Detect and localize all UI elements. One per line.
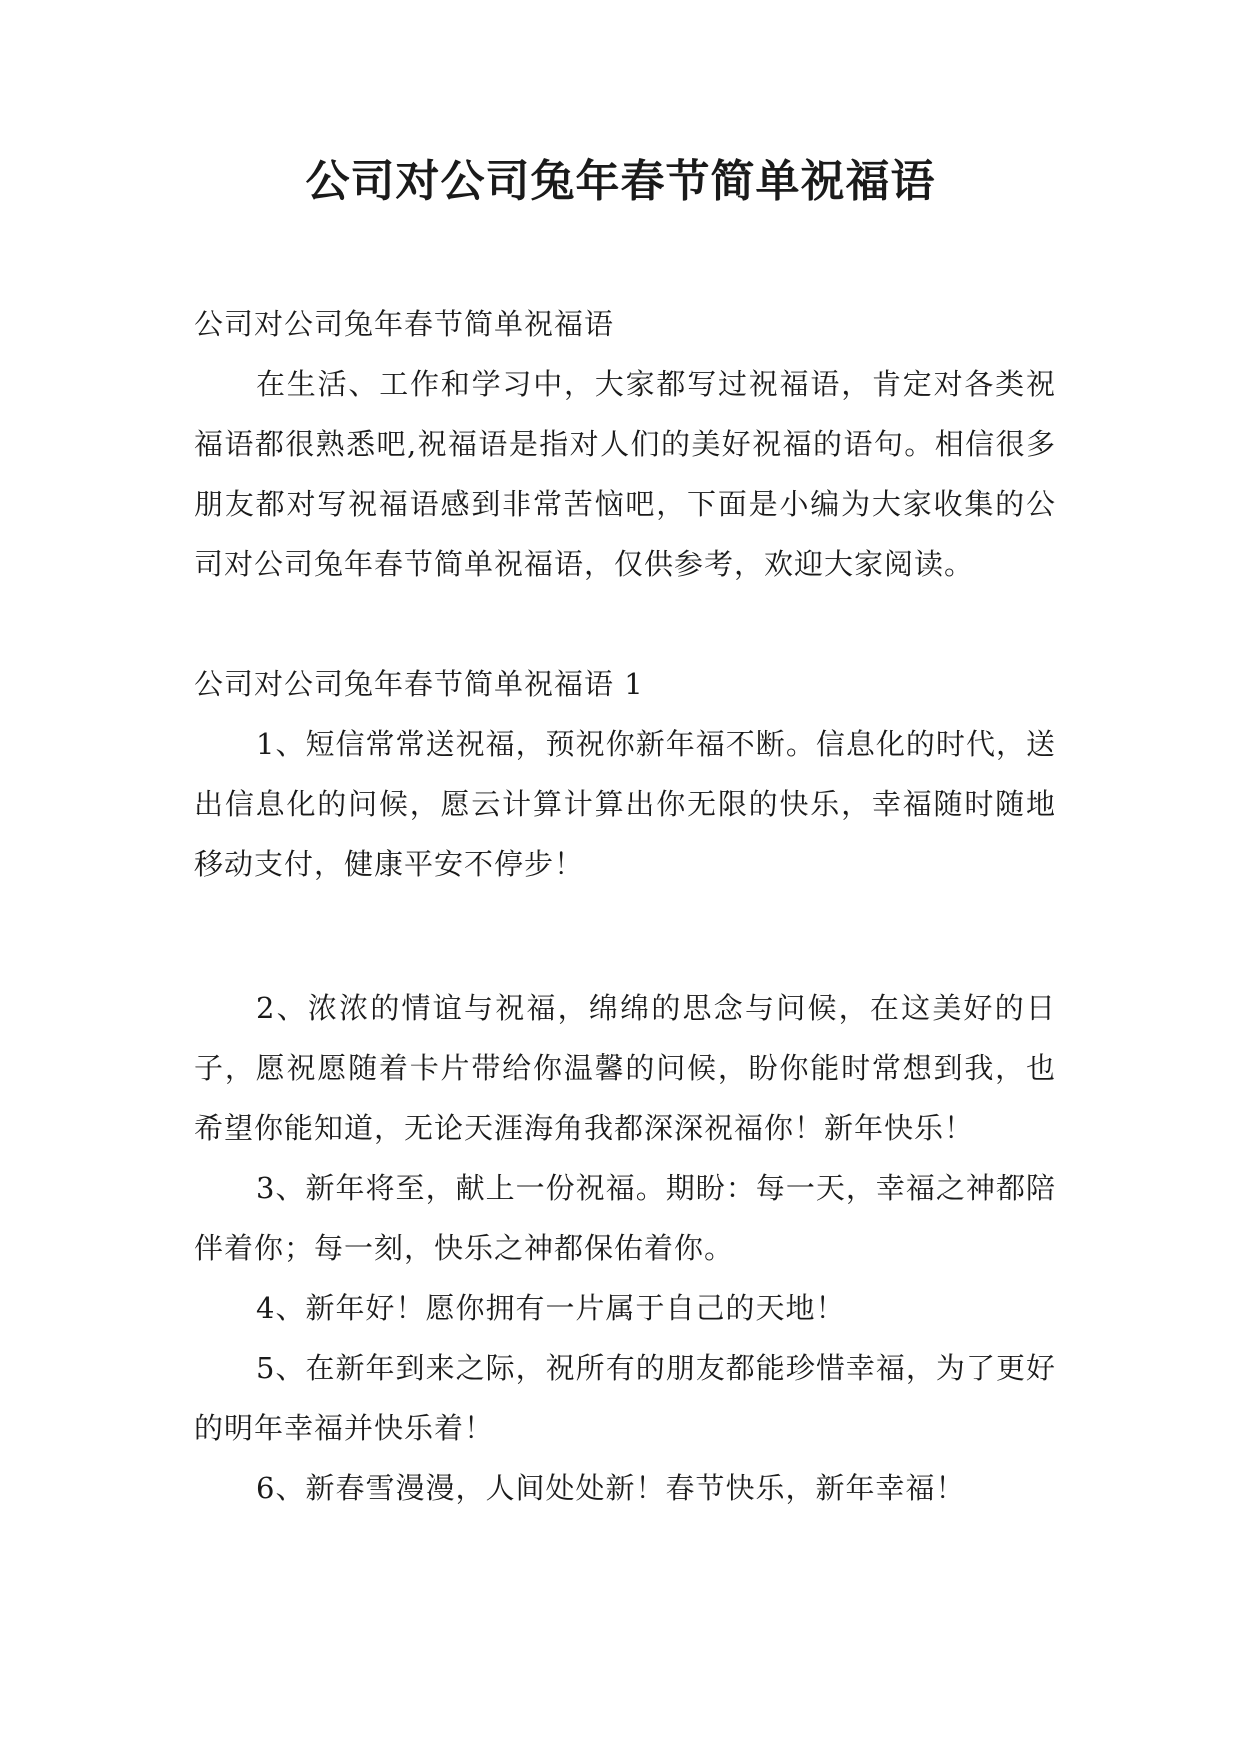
section-spacer bbox=[194, 594, 1056, 654]
item-spacer bbox=[194, 894, 1056, 978]
intro-paragraph: 在生活、工作和学习中，大家都写过祝福语，肯定对各类祝福语都很熟悉吧,祝福语是指对人们的美好祝福的语句。相信很多朋友都对写祝福语感到非常苦恼吧，下面是小编为大家收集的公司对公司兔年春节简单祝福语，仅供参考，欢迎大家阅读。 bbox=[194, 367, 1056, 581]
blessing-item-2: 2、浓浓的情谊与祝福，绵绵的思念与问候，在这美好的日子，愿祝愿随着卡片带给你温馨的问候，盼你能时常想到我，也希望你能知道，无论天涯海角我都深深祝福你！新年快乐！ bbox=[194, 991, 1056, 1145]
blessing-item-4: 4、新年好！愿你拥有一片属于自己的天地！ bbox=[256, 1291, 846, 1325]
blessing-item-3: 3、新年将至，献上一份祝福。期盼：每一天，幸福之神都陪伴着你；每一刻，快乐之神都保佑着你。 bbox=[194, 1171, 1056, 1265]
blessing-item-5: 5、在新年到来之际，祝所有的朋友都能珍惜幸福，为了更好的明年幸福并快乐着！ bbox=[194, 1351, 1056, 1445]
blessing-item-1: 1、短信常常送祝福，预祝你新年福不断。信息化的时代，送出信息化的问候，愿云计算计算出你无限的快乐，幸福随时随地移动支付，健康平安不停步！ bbox=[194, 727, 1056, 881]
blessing-item-6: 6、新春雪漫漫，人间处处新！春节快乐，新年幸福！ bbox=[256, 1471, 966, 1505]
section-heading: 公司对公司兔年春节简单祝福语 1 bbox=[194, 667, 644, 701]
document-subtitle: 公司对公司兔年春节简单祝福语 bbox=[194, 307, 615, 341]
document-body bbox=[194, 294, 1056, 1518]
document-title: 公司对公司兔年春节简单祝福语 bbox=[305, 156, 936, 207]
